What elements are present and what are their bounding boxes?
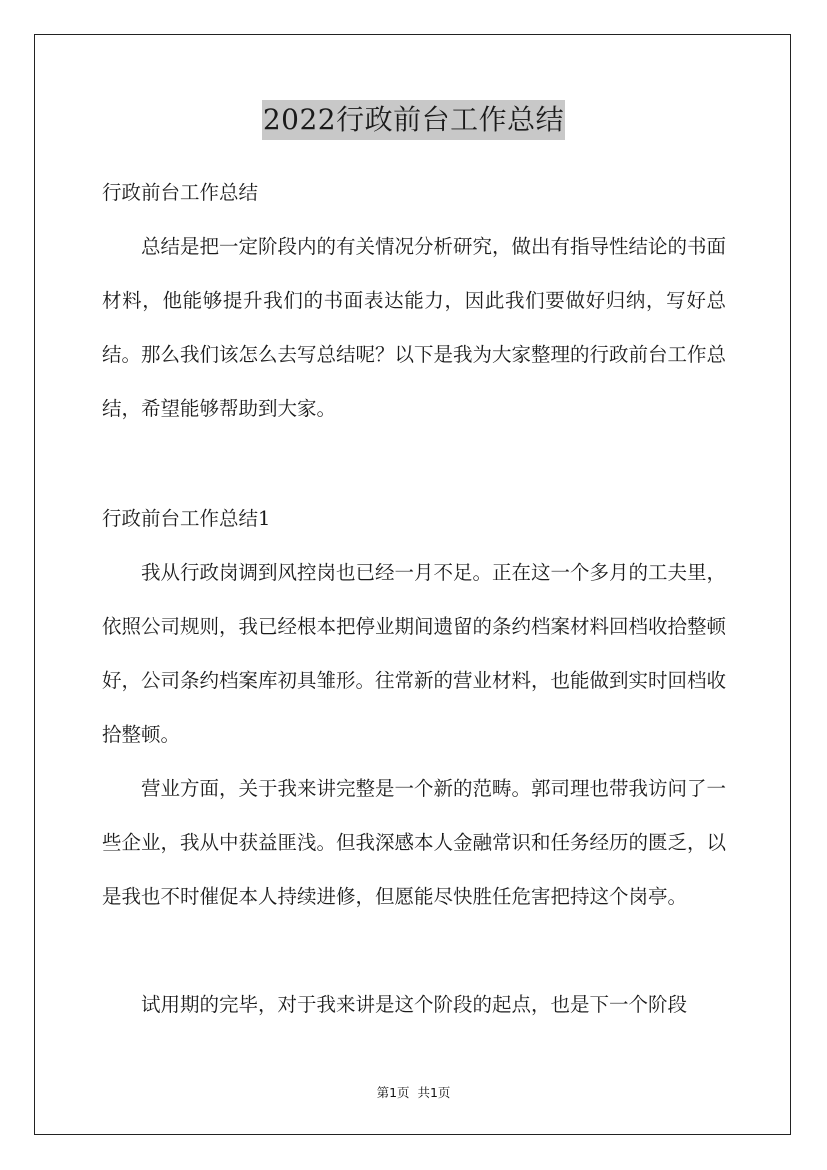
section1-heading: 行政前台工作总结1 [102, 507, 271, 530]
section1-paragraph-2: 营业方面，关于我来讲完整是一个新的范畴。郭司理也带我访问了一些企业，我从中获益匪浅。但我深感本人金融常识和任务经历的匮乏，以是我也不时催促本人持续进修，但愿能尽快胜任危害把持这个岗亭。 [102, 777, 727, 908]
page-number-footer: 第1页 共1页 [376, 1085, 451, 1100]
section1-paragraph-3: 试用期的完毕，对于我来讲是这个阶段的起点，也是下一个阶段 [141, 993, 688, 1016]
document-title: 2022行政前台工作总结 [262, 100, 565, 140]
section1-paragraph-1: 我从行政岗调到风控岗也已经一月不足。正在这一个多月的工夫里，依照公司规则，我已经根本把停业期间遗留的条约档案材料回档收拾整顿好，公司条约档案库初具雏形。往常新的营业材料，也能做到实时回档收拾整顿。 [102, 561, 727, 746]
intro-heading: 行政前台工作总结 [102, 181, 259, 204]
intro-paragraph: 总结是把一定阶段内的有关情况分析研究，做出有指导性结论的书面材料，他能够提升我们的书面表达能力，因此我们要做好归纳，写好总结。那么我们该怎么去写总结呢？以下是我为大家整理的行政前台工作总结，希望能够帮助到大家。 [102, 235, 727, 420]
title-area [0, 100, 827, 140]
